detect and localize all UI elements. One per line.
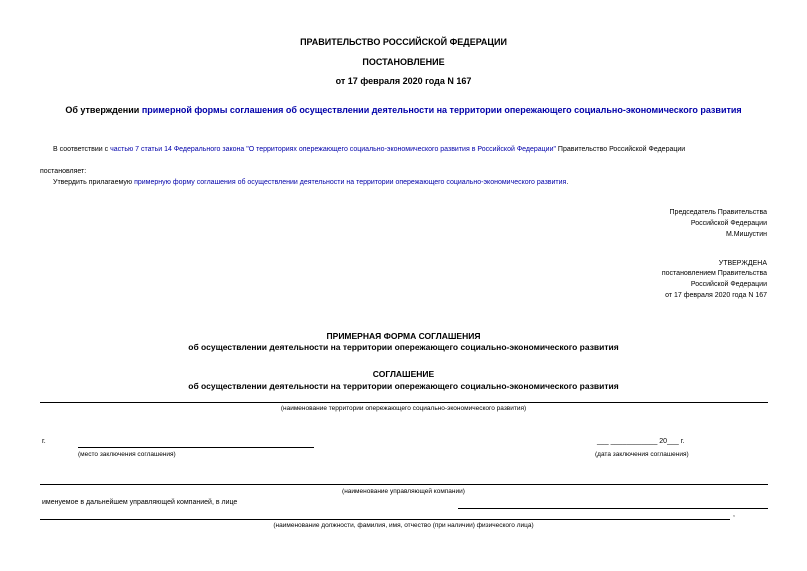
place-caption: (место заключения соглашения) <box>78 451 176 458</box>
approve-text-before: Утвердить прилагаемую <box>53 179 135 186</box>
preamble-text-before: В соответствии с <box>53 146 111 153</box>
date-caption: (дата заключения соглашения) <box>595 451 689 458</box>
representative-line[interactable] <box>458 508 768 509</box>
territory-line[interactable] <box>40 402 768 403</box>
title-prefix: Об утверждении <box>65 105 142 115</box>
document-title <box>0 105 807 115</box>
preamble-text-after: Правительство Российской Федерации <box>555 146 686 153</box>
org-title: ПРАВИТЕЛЬСТВО РОССИЙСКОЙ ФЕДЕРАЦИИ <box>300 37 507 47</box>
company-representative-text: именуемое в дальнейшем управляющей компанией, в лице <box>42 499 238 506</box>
doc-date-number: от 17 февраля 2020 года N 167 <box>335 76 472 86</box>
approved-label: УТВЕРЖДЕНА <box>718 260 767 267</box>
preamble-paragraph <box>53 146 685 153</box>
doc-type: ПОСТАНОВЛЕНИЕ <box>362 57 445 67</box>
form-title: ПРИМЕРНАЯ ФОРМА СОГЛАШЕНИЯ <box>326 331 481 341</box>
approved-date: от 17 февраля 2020 года N 167 <box>665 292 767 299</box>
law-link[interactable]: частью 7 статьи 14 Федерального закона "О территориях опережающего социально-экономического развития в Российской Федерации" <box>110 146 556 153</box>
form-subtitle: об осуществлении деятельности на территории опережающего социально-экономического развития <box>188 342 619 352</box>
person-comma: , <box>733 511 735 518</box>
title-link[interactable]: примерной формы соглашения об осуществлении деятельности на территории опережающего социально-экономического развития <box>141 105 742 115</box>
resolves-text: постановляет: <box>40 168 87 175</box>
company-caption: (наименование управляющей компании) <box>342 488 465 495</box>
approved-by: постановлением Правительства <box>661 270 767 277</box>
approved-country: Российской Федерации <box>690 281 767 288</box>
person-line[interactable] <box>40 519 730 520</box>
approve-text-after: . <box>566 179 569 186</box>
company-line[interactable] <box>40 484 768 485</box>
form-link[interactable]: примерную форму соглашения об осуществлении деятельности на территории опережающего социально-экономического развития <box>134 179 567 186</box>
approve-paragraph <box>53 179 568 186</box>
person-caption: (наименование должности, фамилия, имя, отчество (при наличии) физического лица) <box>273 522 534 529</box>
place-line[interactable] <box>78 447 314 448</box>
signature-position: Председатель Правительства <box>669 209 767 216</box>
agreement-title: СОГЛАШЕНИЕ <box>372 369 435 379</box>
date-template[interactable]: ___ ____________ 20___ г. <box>597 438 685 445</box>
signature-country: Российской Федерации <box>690 220 767 227</box>
agreement-subtitle: об осуществлении деятельности на территории опережающего социально-экономического развития <box>188 381 619 391</box>
signature-name: М.Мишустин <box>725 231 767 238</box>
territory-caption: (наименование территории опережающего социально-экономического развития) <box>280 405 527 412</box>
city-prefix: г. <box>42 438 46 445</box>
